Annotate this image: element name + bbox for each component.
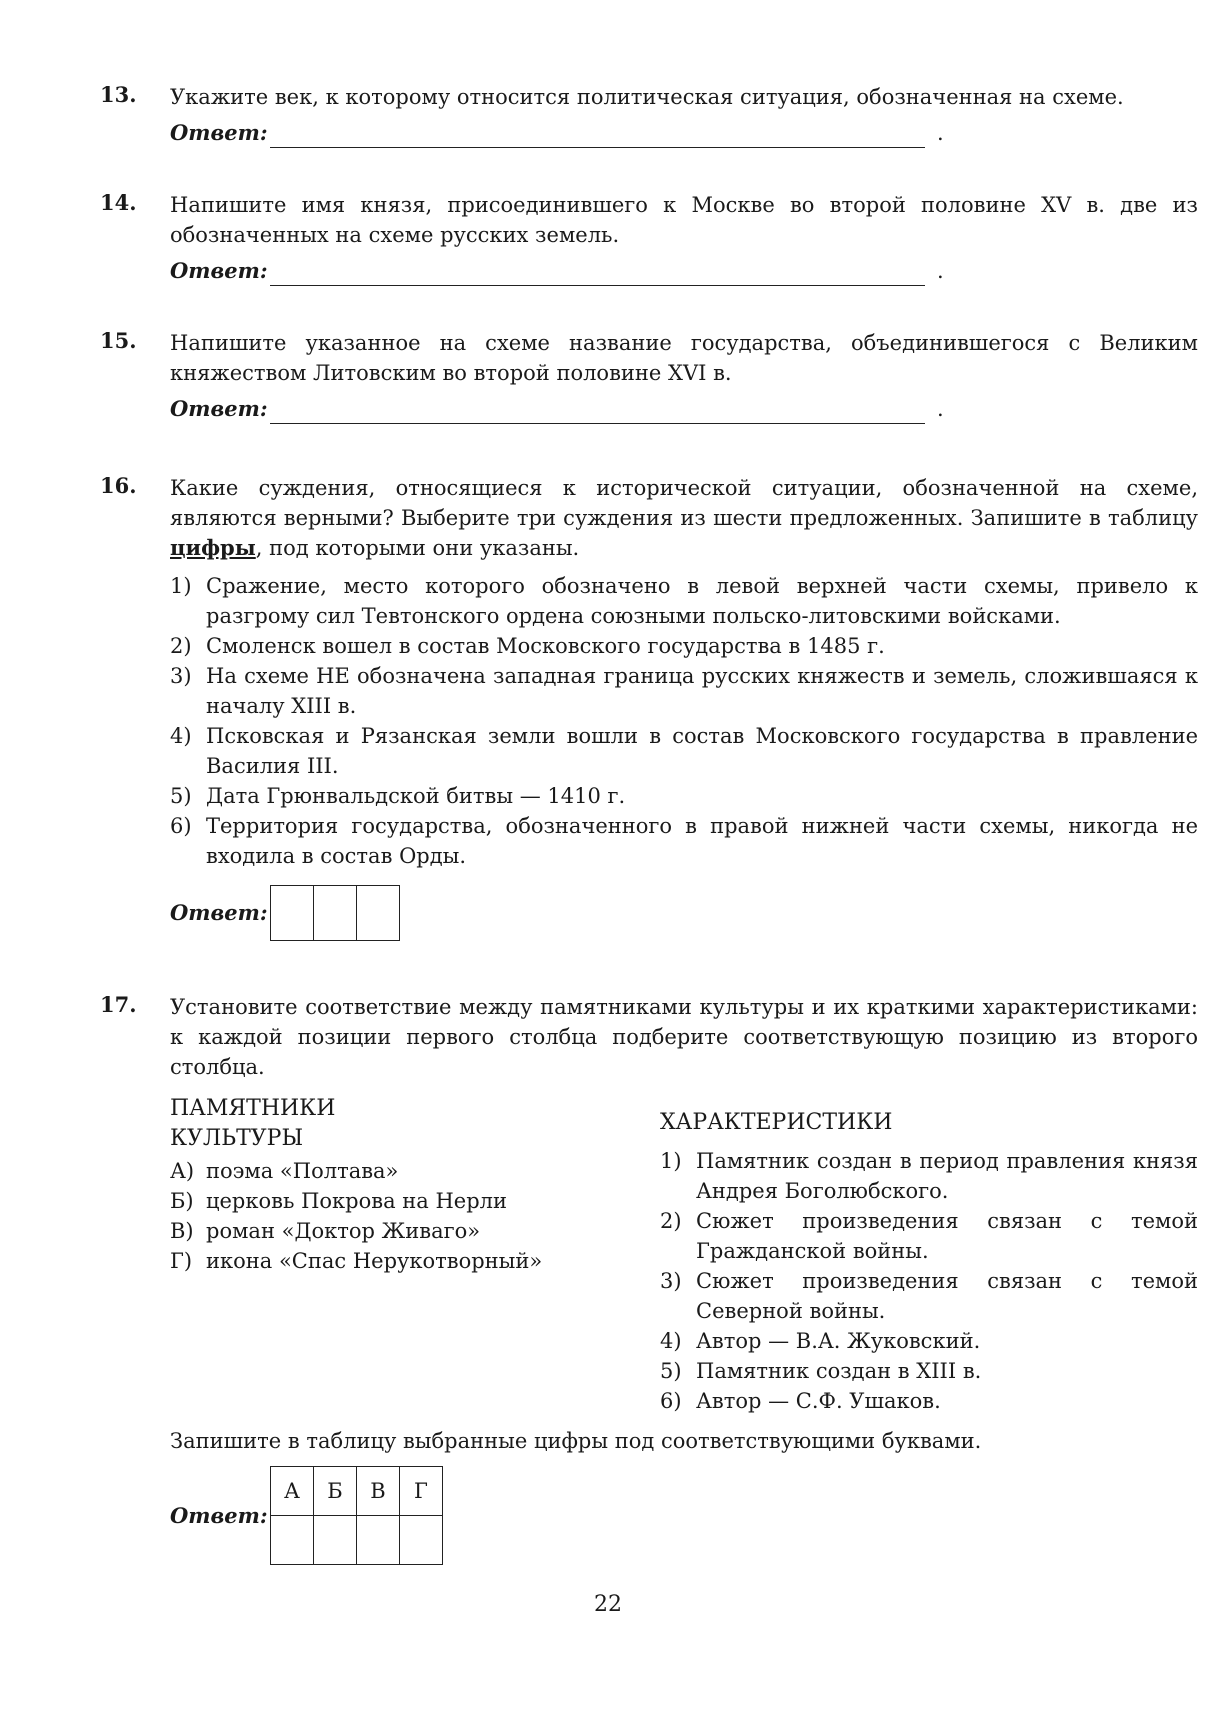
item-number: Б): [170, 1189, 194, 1213]
item-number: Г): [170, 1249, 193, 1273]
right-items: [660, 1146, 1198, 1416]
letter-header: Б: [314, 1467, 357, 1516]
item-number: 1): [660, 1149, 682, 1173]
left-column-heading: ПАМЯТНИКИ КУЛЬТУРЫ: [170, 1096, 336, 1151]
item-text: Смоленск вошел в состав Московского государства в 1485 г.: [206, 634, 885, 658]
left-column: [170, 1094, 660, 1416]
answer-grid: [170, 1466, 1198, 1565]
question-text: Укажите век, к которому относится политическая ситуация, обозначенная на схеме.: [170, 85, 1124, 109]
question-text: Какие суждения, относящиеся к исторической ситуации, обозначенной на схеме, являются верными? Выберите три суждения из шести предложенных. Запишите в таблицу цифры, под которыми они указаны.: [170, 476, 1198, 560]
answer-table-16: [270, 885, 400, 941]
item-text: Сражение, место которого обозначено в левой верхней части схемы, привело к разгрому сил Тевтонского ордена союзными польско-литовскими войсками.: [206, 574, 1198, 628]
item-number: 5): [660, 1359, 682, 1383]
question-text: Напишите имя князя, присоединившего к Москве во второй половине XV в. две из обозначенных на схеме русских земель.: [170, 193, 1198, 247]
item-text: Дата Грюнвальдской битвы — 1410 г.: [206, 784, 626, 808]
item-text: На схеме НЕ обозначена западная граница русских княжеств и земель, сложившаяся к началу XIII в.: [206, 664, 1198, 718]
matching-columns: [170, 1094, 1198, 1416]
answer-label: Ответ:: [170, 1502, 268, 1528]
item-text: Территория государства, обозначенного в правой нижней части схемы, никогда не входила в состав Орды.: [206, 814, 1198, 868]
list-item: [660, 1326, 1198, 1356]
answer-cell[interactable]: [314, 886, 357, 941]
item-text: Автор — В.А. Жуковский.: [696, 1329, 981, 1353]
answer-cell[interactable]: [400, 1516, 443, 1565]
question-text: Установите соответствие между памятниками культуры и их краткими характеристиками: к каждой позиции первого столбца подберите соответствующую позицию из второго столбца.: [170, 995, 1198, 1079]
question-17: [100, 992, 1200, 1565]
cells-row: [271, 1516, 443, 1565]
item-number: В): [170, 1219, 194, 1243]
item-text: икона «Спас Нерукотворный»: [206, 1249, 543, 1273]
answer-cell[interactable]: [357, 886, 400, 941]
letter-header: А: [271, 1467, 314, 1516]
item-number: 6): [660, 1389, 682, 1413]
item-text: Автор — С.Ф. Ушаков.: [696, 1389, 941, 1413]
question-number: 16.: [100, 473, 137, 498]
answer-cell[interactable]: [314, 1516, 357, 1565]
item-text: Памятник создан в XIII в.: [696, 1359, 982, 1383]
question-16: [100, 473, 1200, 941]
item-text: Памятник создан в период правления князя Андрея Боголюбского.: [696, 1149, 1198, 1203]
list-item: [660, 1266, 1198, 1326]
right-column-heading: ХАРАКТЕРИСТИКИ: [660, 1110, 893, 1135]
list-item: [170, 781, 1198, 811]
question-number: 17.: [100, 992, 137, 1017]
answer-table-17: [270, 1466, 443, 1565]
letter-header: Г: [400, 1467, 443, 1516]
list-item: [170, 631, 1198, 661]
item-text: Сюжет произведения связан с темой Северной войны.: [696, 1269, 1198, 1323]
answer-cell[interactable]: [271, 1516, 314, 1565]
list-item: [170, 1246, 660, 1276]
question-number: 13.: [100, 82, 137, 107]
answer-cell[interactable]: [271, 886, 314, 941]
item-text: роман «Доктор Живаго»: [206, 1219, 481, 1243]
list-item: [170, 661, 1198, 721]
page-number: 22: [594, 1592, 622, 1617]
item-number: 2): [170, 634, 192, 658]
option-list: [170, 571, 1198, 871]
question-14: [100, 190, 1200, 286]
answer-line: Ответ: .: [170, 254, 1198, 286]
item-number: 6): [170, 814, 192, 838]
list-item: [660, 1356, 1198, 1386]
answer-label: Ответ:: [170, 396, 268, 421]
left-items: [170, 1156, 660, 1276]
item-number: 2): [660, 1209, 682, 1233]
item-number: 5): [170, 784, 192, 808]
answer-label: Ответ:: [170, 900, 268, 925]
question-number: 14.: [100, 190, 137, 215]
item-text: церковь Покрова на Нерли: [206, 1189, 507, 1213]
item-text: Псковская и Рязанская земли вошли в состав Московского государства в правление Василия III.: [206, 724, 1198, 778]
question-13: [100, 82, 1200, 148]
answer-field-13[interactable]: [270, 123, 925, 148]
question-text: Напишите указанное на схеме название государства, объединившегося с Великим княжеством Литовским во второй половине XVI в.: [170, 331, 1198, 385]
list-item: [660, 1206, 1198, 1266]
letter-header: В: [357, 1467, 400, 1516]
item-text: Сюжет произведения связан с темой Гражданской войны.: [696, 1209, 1198, 1263]
answer-field-14[interactable]: [270, 261, 925, 286]
item-text: поэма «Полтава»: [206, 1159, 399, 1183]
answer-line: Ответ: .: [170, 392, 1198, 424]
answer-field-15[interactable]: [270, 399, 925, 424]
list-item: [170, 571, 1198, 631]
item-number: 4): [660, 1329, 682, 1353]
list-item: [170, 1216, 660, 1246]
item-number: А): [170, 1159, 195, 1183]
letters-row: [271, 1467, 443, 1516]
list-item: [170, 721, 1198, 781]
list-item: [660, 1386, 1198, 1416]
item-number: 3): [660, 1269, 682, 1293]
instruction-text: Запишите в таблицу выбранные цифры под соответствующими буквами.: [170, 1429, 982, 1453]
list-item: [170, 1156, 660, 1186]
item-number: 1): [170, 574, 192, 598]
list-item: [170, 811, 1198, 871]
answer-label: Ответ:: [170, 120, 268, 145]
item-number: 3): [170, 664, 192, 688]
list-item: [170, 1186, 660, 1216]
question-15: [100, 328, 1200, 424]
answer-cell[interactable]: [357, 1516, 400, 1565]
right-column: [660, 1094, 1198, 1416]
answer-grid: [170, 885, 1198, 941]
list-item: [660, 1146, 1198, 1206]
question-number: 15.: [100, 328, 137, 353]
item-number: 4): [170, 724, 192, 748]
answer-label: Ответ:: [170, 258, 268, 283]
answer-line: Ответ: .: [170, 116, 1198, 148]
